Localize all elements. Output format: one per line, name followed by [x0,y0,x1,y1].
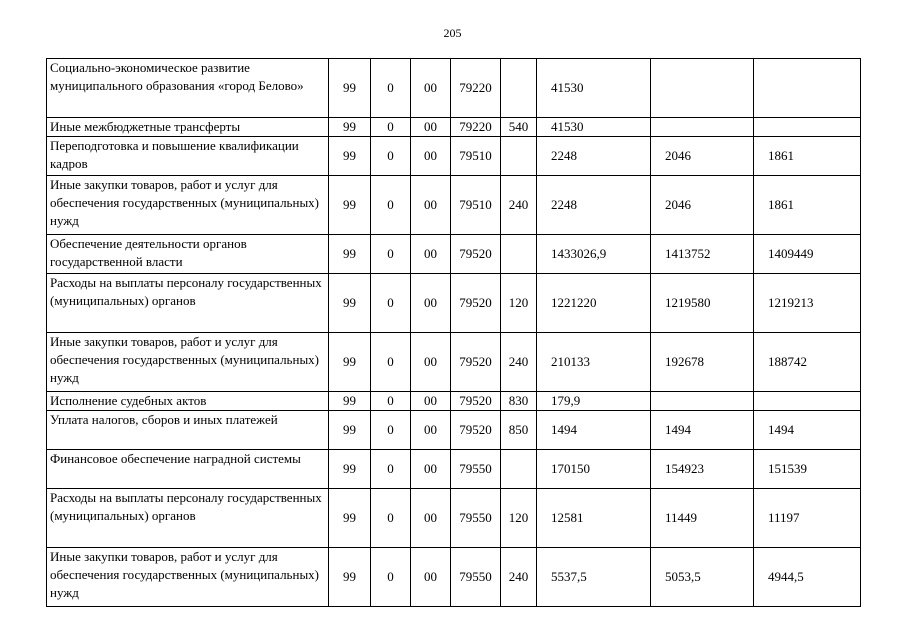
subprogram-code-cell: 0 [371,59,411,118]
item-name-cell: Социально-экономическое развитие муниципального образования «город Белово» [47,59,329,118]
subprogram-code-cell: 0 [371,235,411,274]
event-code-cell: 00 [411,176,451,235]
direction-code-cell: 79520 [451,392,501,411]
program-code-cell: 99 [329,235,371,274]
table-row [47,137,861,176]
item-name-cell: Иные закупки товаров, работ и услуг для обеспечения государственных (муниципальных) нужд [47,333,329,392]
amount-year2-cell: 2046 [651,137,754,176]
amount-year1-cell: 12581 [537,489,651,548]
amount-year3-cell: 4944,5 [754,548,861,607]
expense-type-cell: 240 [501,548,537,607]
amount-year3-cell [754,59,861,118]
direction-code-cell: 79520 [451,235,501,274]
table-row [47,235,861,274]
subprogram-code-cell: 0 [371,548,411,607]
amount-year2-cell: 2046 [651,176,754,235]
program-code-cell: 99 [329,450,371,489]
direction-code-cell: 79220 [451,118,501,137]
table-row [47,176,861,235]
amount-year1-cell: 5537,5 [537,548,651,607]
table-row [47,333,861,392]
amount-year2-cell [651,118,754,137]
table-row [47,489,861,548]
expense-type-cell [501,137,537,176]
program-code-cell: 99 [329,176,371,235]
amount-year3-cell: 188742 [754,333,861,392]
amount-year1-cell: 2248 [537,176,651,235]
amount-year1-cell: 2248 [537,137,651,176]
amount-year3-cell: 1409449 [754,235,861,274]
table-row [47,548,861,607]
event-code-cell: 00 [411,118,451,137]
amount-year2-cell [651,59,754,118]
amount-year2-cell: 1413752 [651,235,754,274]
event-code-cell: 00 [411,333,451,392]
expense-type-cell: 850 [501,411,537,450]
amount-year1-cell: 170150 [537,450,651,489]
program-code-cell: 99 [329,137,371,176]
amount-year3-cell [754,392,861,411]
amount-year3-cell: 1219213 [754,274,861,333]
table-row [47,59,861,118]
direction-code-cell: 79550 [451,548,501,607]
budget-table [46,58,861,607]
subprogram-code-cell: 0 [371,176,411,235]
amount-year3-cell: 151539 [754,450,861,489]
expense-type-cell [501,450,537,489]
table-row [47,411,861,450]
event-code-cell: 00 [411,450,451,489]
amount-year1-cell: 41530 [537,59,651,118]
amount-year2-cell: 11449 [651,489,754,548]
expense-type-cell [501,235,537,274]
event-code-cell: 00 [411,392,451,411]
table-row [47,450,861,489]
amount-year1-cell: 41530 [537,118,651,137]
table-row [47,392,861,411]
direction-code-cell: 79510 [451,176,501,235]
item-name-cell: Расходы на выплаты персоналу государственных (муниципальных) органов [47,274,329,333]
table-row [47,274,861,333]
table-body [47,59,861,607]
program-code-cell: 99 [329,333,371,392]
table-row [47,118,861,137]
item-name-cell: Уплата налогов, сборов и иных платежей [47,411,329,450]
amount-year2-cell: 1219580 [651,274,754,333]
direction-code-cell: 79520 [451,333,501,392]
amount-year3-cell: 1861 [754,176,861,235]
item-name-cell: Иные закупки товаров, работ и услуг для обеспечения государственных (муниципальных) нужд [47,548,329,607]
program-code-cell: 99 [329,392,371,411]
expense-type-cell [501,59,537,118]
event-code-cell: 00 [411,137,451,176]
amount-year1-cell: 179,9 [537,392,651,411]
amount-year2-cell: 5053,5 [651,548,754,607]
amount-year2-cell: 1494 [651,411,754,450]
amount-year1-cell: 1494 [537,411,651,450]
item-name-cell: Расходы на выплаты персоналу государственных (муниципальных) органов [47,489,329,548]
event-code-cell: 00 [411,235,451,274]
event-code-cell: 00 [411,59,451,118]
expense-type-cell: 240 [501,333,537,392]
expense-type-cell: 120 [501,274,537,333]
amount-year2-cell [651,392,754,411]
subprogram-code-cell: 0 [371,118,411,137]
subprogram-code-cell: 0 [371,489,411,548]
direction-code-cell: 79220 [451,59,501,118]
subprogram-code-cell: 0 [371,411,411,450]
program-code-cell: 99 [329,274,371,333]
expense-type-cell: 120 [501,489,537,548]
item-name-cell: Переподготовка и повышение квалификации кадров [47,137,329,176]
amount-year3-cell [754,118,861,137]
item-name-cell: Иные межбюджетные трансферты [47,118,329,137]
event-code-cell: 00 [411,411,451,450]
subprogram-code-cell: 0 [371,274,411,333]
item-name-cell: Исполнение судебных актов [47,392,329,411]
amount-year1-cell: 210133 [537,333,651,392]
subprogram-code-cell: 0 [371,450,411,489]
item-name-cell: Обеспечение деятельности органов государственной власти [47,235,329,274]
amount-year3-cell: 1861 [754,137,861,176]
event-code-cell: 00 [411,548,451,607]
direction-code-cell: 79520 [451,411,501,450]
program-code-cell: 99 [329,59,371,118]
direction-code-cell: 79550 [451,450,501,489]
expense-type-cell: 240 [501,176,537,235]
subprogram-code-cell: 0 [371,392,411,411]
program-code-cell: 99 [329,548,371,607]
direction-code-cell: 79510 [451,137,501,176]
direction-code-cell: 79550 [451,489,501,548]
expense-type-cell: 830 [501,392,537,411]
program-code-cell: 99 [329,411,371,450]
expense-type-cell: 540 [501,118,537,137]
program-code-cell: 99 [329,118,371,137]
event-code-cell: 00 [411,489,451,548]
item-name-cell: Финансовое обеспечение наградной системы [47,450,329,489]
event-code-cell: 00 [411,274,451,333]
subprogram-code-cell: 0 [371,137,411,176]
item-name-cell: Иные закупки товаров, работ и услуг для обеспечения государственных (муниципальных) нужд [47,176,329,235]
direction-code-cell: 79520 [451,274,501,333]
amount-year1-cell: 1221220 [537,274,651,333]
program-code-cell: 99 [329,489,371,548]
amount-year1-cell: 1433026,9 [537,235,651,274]
amount-year3-cell: 11197 [754,489,861,548]
page-number: 205 [443,26,462,40]
subprogram-code-cell: 0 [371,333,411,392]
amount-year2-cell: 192678 [651,333,754,392]
amount-year3-cell: 1494 [754,411,861,450]
amount-year2-cell: 154923 [651,450,754,489]
